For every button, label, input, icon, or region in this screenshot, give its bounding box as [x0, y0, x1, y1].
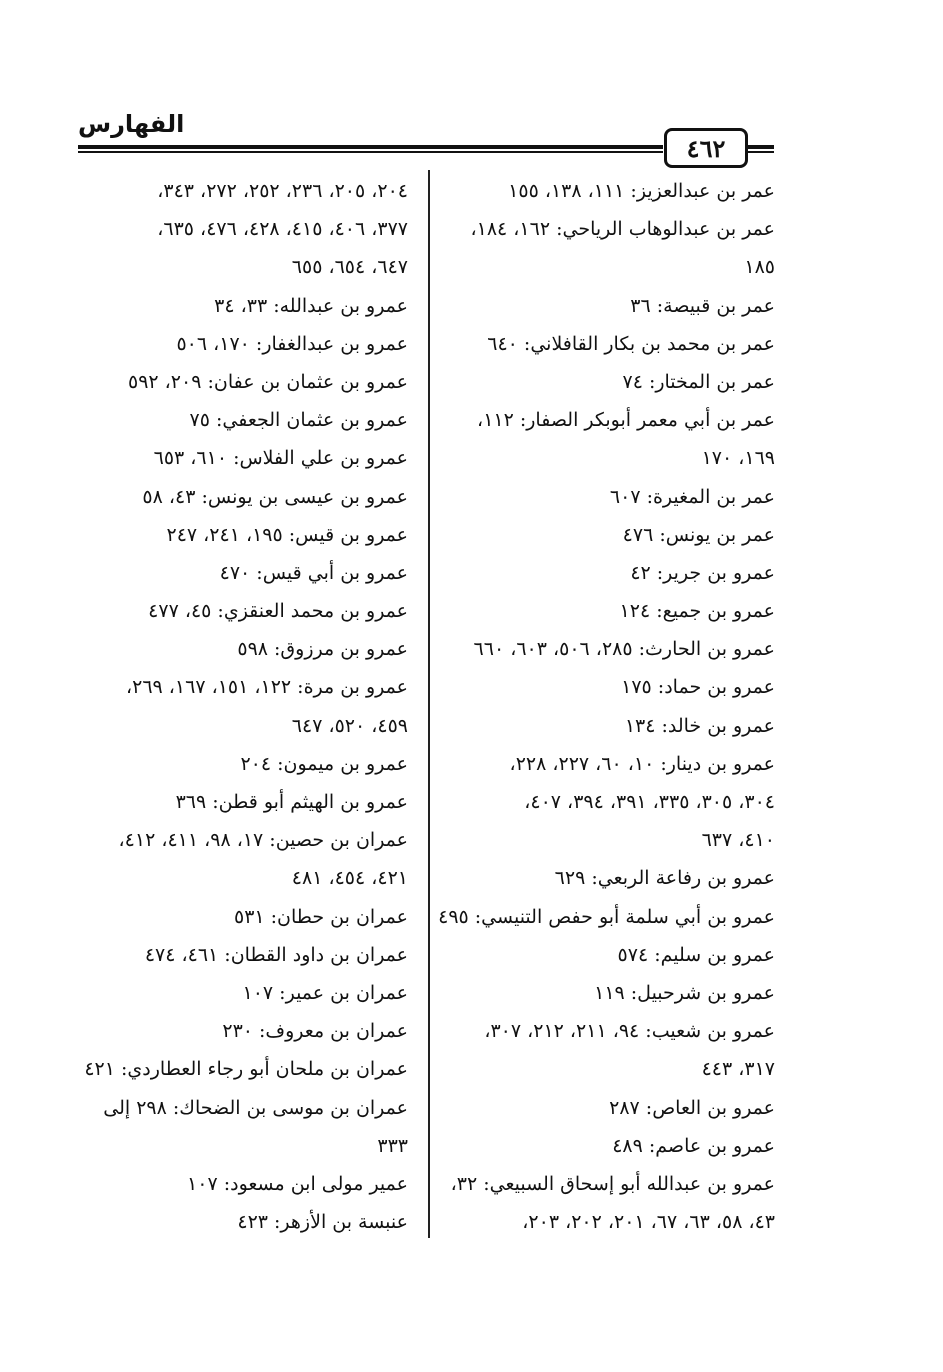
- index-entry: عمرو بن جميع: ١٢٤: [619, 600, 775, 623]
- header-rule-tail-thin: [748, 151, 774, 153]
- index-entry: عمر بن يونس: ٤٧٦: [622, 523, 775, 546]
- index-entry-continuation: ٢٠٤، ٢٠٥، ٢٣٦، ٢٥٢، ٢٧٢، ٣٤٣،: [157, 180, 408, 202]
- index-entry: عمرو بن شرحبيل: ١١٩: [594, 981, 775, 1004]
- index-entry: عمرو بن سليم: ٥٧٤: [617, 943, 775, 966]
- index-entry: عمرو بن عثمان بن عفان: ٢٠٩، ٥٩٢: [128, 370, 408, 393]
- header-rule-thin: [78, 151, 663, 153]
- index-entry: عمران بن عمير: ١٠٧: [242, 981, 408, 1004]
- index-entry: عمرو بن شعيب: ٩٤، ٢١١، ٢١٢، ٣٠٧،: [484, 1020, 775, 1043]
- index-entry: عمرو بن أبي قيس: ٤٧٠: [219, 561, 408, 584]
- column-divider: [428, 170, 430, 1238]
- index-entry: عمرو بن الهيثم أبو قطن: ٣٦٩: [175, 791, 408, 813]
- index-entry: عمرو بن قيس: ١٩٥، ٢٤١، ٢٤٧: [166, 523, 408, 546]
- index-column-right: [438, 172, 775, 1241]
- index-entry: عمرو بن جرير: ٤٢: [630, 561, 775, 584]
- index-entry: عمرو بن الحارث: ٢٨٥، ٥٠٦، ٦٠٣، ٦٦٠: [473, 638, 775, 661]
- index-entry-continuation: ١٨٥: [744, 256, 775, 279]
- index-entry: عمران بن حصين: ١٧، ٩٨، ٤١١، ٤١٢،: [118, 829, 408, 852]
- index-entry: عمران بن حطان: ٥٣١: [233, 905, 408, 928]
- index-entry: عمر بن عبدالعزيز: ١١١، ١٣٨، ١٥٥: [508, 180, 775, 202]
- index-entry-continuation: ١٦٩، ١٧٠: [701, 447, 775, 470]
- index-entry-continuation: ٤١٠، ٦٣٧: [701, 829, 775, 852]
- index-entry: عمرو بن عبدالغفار: ١٧٠، ٥٠٦: [176, 332, 408, 355]
- index-entry: عمر بن المختار: ٧٤: [622, 370, 775, 393]
- section-title: الفهارس: [78, 110, 185, 138]
- index-entry: عمرو بن رفاعة الربعي: ٦٢٩: [554, 867, 775, 890]
- index-entry: عمرو بن عثمان الجعفي: ٧٥: [189, 409, 408, 432]
- index-entry: عمرو بن مرزوق: ٥٩٨: [237, 638, 408, 661]
- index-entry-continuation: ٣٧٧، ٤٠٦، ٤١٥، ٤٢٨، ٤٧٦، ٦٣٥،: [157, 218, 408, 241]
- index-entry: عمرو بن عاصم: ٤٨٩: [612, 1134, 775, 1157]
- index-entry-continuation: ٣٠٤، ٣٠٥، ٣٣٥، ٣٩١، ٣٩٤، ٤٠٧،: [524, 791, 775, 813]
- index-entry: عمرو بن عيسى بن يونس: ٤٣، ٥٨: [142, 485, 408, 508]
- index-column-left: [72, 172, 408, 1241]
- index-entry: عمرو بن عبدالله أبو إسحاق السبيعي: ٣٢،: [450, 1172, 775, 1195]
- index-entry-continuation: ٤٥٩، ٥٢٠، ٦٤٧: [291, 714, 408, 737]
- index-entry: عمران بن موسى بن الضحاك: ٢٩٨ إلى: [103, 1096, 408, 1119]
- index-entry: عمرو بن أبي سلمة أبو حفص التنيسي: ٤٩٥: [438, 905, 775, 928]
- index-entry: عمرو بن عبدالله: ٣٣، ٣٤: [214, 294, 408, 317]
- index-entry: عمر بن المغيرة: ٦٠٧: [609, 485, 775, 508]
- index-entry: عمر بن أبي معمر أبوبكر الصفار: ١١٢،: [477, 409, 775, 432]
- header-rule: [78, 145, 663, 149]
- index-entry: عمر بن قبيصة: ٣٦: [630, 294, 775, 317]
- index-entry-continuation: ٤٢١، ٤٥٤، ٤٨١: [291, 867, 408, 890]
- header-rule-tail: [748, 145, 774, 149]
- index-entry: عمران بن معروف: ٢٣٠: [222, 1020, 408, 1043]
- index-entry: عمرو بن ميمون: ٢٠٤: [240, 752, 408, 775]
- index-entry: عمرو بن خالد: ١٣٤: [624, 714, 775, 737]
- index-entry: عمران بن داود القطان: ٤٦١، ٤٧٤: [144, 943, 408, 966]
- index-entry-continuation: ٤٣، ٥٨، ٦٣، ٦٧، ٢٠١، ٢٠٢، ٢٠٣،: [522, 1211, 775, 1234]
- index-entry: عمرو بن علي الفلاس: ٦١٠، ٦٥٣: [153, 447, 408, 470]
- index-entry: عمرو بن مرة: ١٢٢، ١٥١، ١٦٧، ٢٦٩،: [125, 676, 408, 699]
- page-number: ٤٦٢: [664, 128, 748, 168]
- index-entry: عمير مولى ابن مسعود: ١٠٧: [187, 1172, 408, 1195]
- index-entry-continuation: ٣٣٣: [377, 1134, 408, 1157]
- index-entry: عمر بن عبدالوهاب الرياحي: ١٦٢، ١٨٤،: [470, 218, 775, 241]
- index-entry-continuation: ٦٤٧، ٦٥٤، ٦٥٥: [291, 256, 408, 279]
- index-entry-continuation: ٣١٧، ٤٤٣: [701, 1058, 775, 1081]
- index-entry: عمرو بن العاص: ٢٨٧: [609, 1096, 775, 1119]
- index-entry: عمران بن ملحان أبو رجاء العطاردي: ٤٢١: [84, 1058, 408, 1081]
- index-entry: عنبسة بن الأزهر: ٤٢٣: [237, 1211, 408, 1234]
- index-entry: عمرو بن محمد العنقزي: ٤٥، ٤٧٧: [148, 600, 408, 623]
- index-entry: عمرو بن حماد: ١٧٥: [621, 676, 775, 699]
- index-entry: عمرو بن دينار: ١٠، ٦٠، ٢٢٧، ٢٢٨،: [509, 752, 775, 775]
- index-entry: عمر بن محمد بن بكار القافلاني: ٦٤٠: [487, 332, 775, 355]
